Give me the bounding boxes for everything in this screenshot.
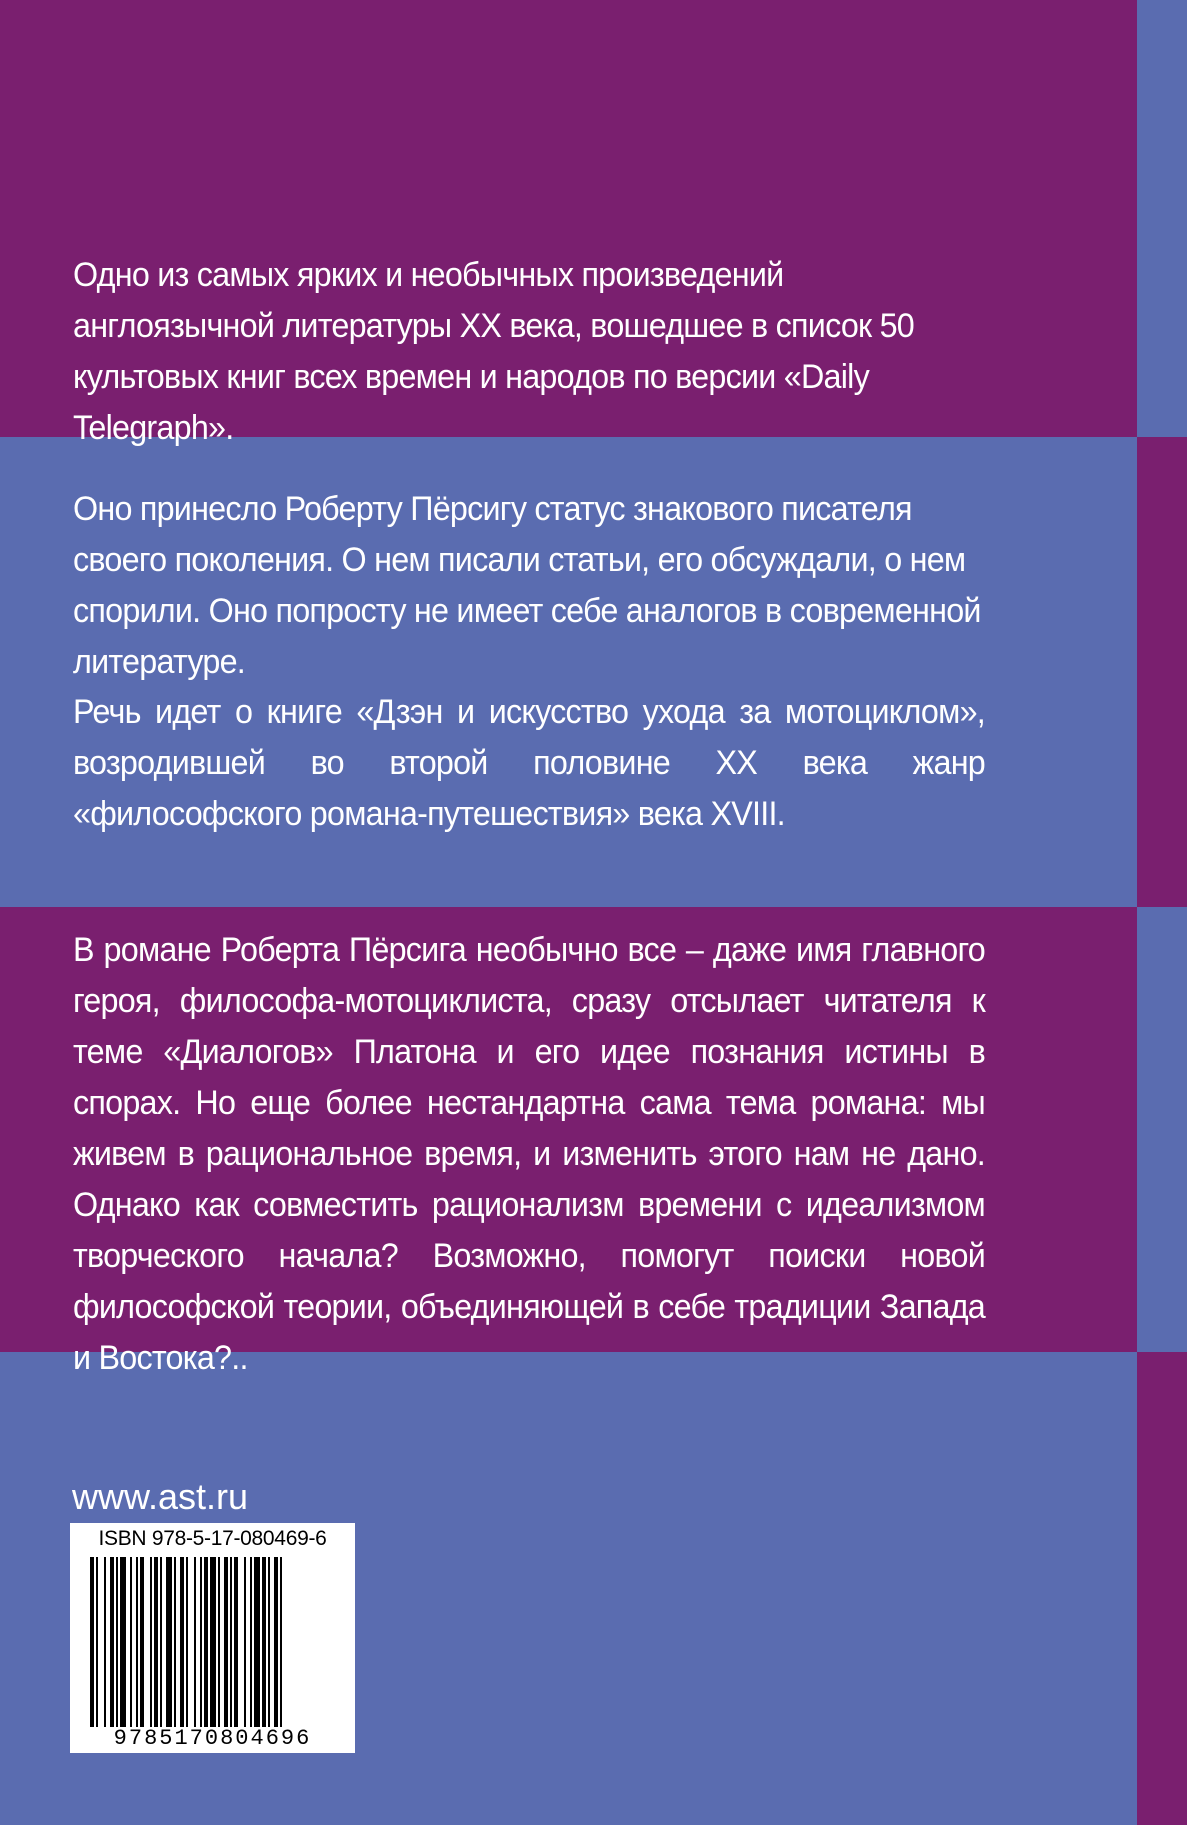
paragraph-novel: В романе Роберта Пёрсига необычно все – даже имя главного героя, философа-мотоциклиста, сразу отсылает читателя к теме «Диалогов» Платона и его идее познания истины в спорах. Но еще более нестандартна сама тема романа: мы живем в рациональное время, и изменить этого нам не дано. Однако как совместить рационализм времени с идеализмом творческого начала? Возможно, помогут поиски новой философской теории, объединяющей в себе традиции Запада и Востока?.. xyxy=(73,931,985,1377)
isbn-label: ISBN 978-5-17-080469-6 xyxy=(98,1527,327,1550)
paragraph-book: Речь идет о книге «Дзэн и искусство ухода за мотоциклом», возродившей во второй половине XX века жанр «философского романа-путешествия» века XVIII. xyxy=(73,693,985,833)
website-link[interactable]: www.ast.ru xyxy=(72,1476,249,1517)
barcode-digits: 9785170804696 xyxy=(113,1726,312,1751)
barcode-box xyxy=(70,1523,355,1753)
barcode-icon xyxy=(90,1557,335,1727)
paragraph-intro: Одно из самых ярких и необычных произведений англоязычной литературы XX века, вошедшее в список 50 культовых книг всех времен и народов по версии «Daily Telegraph». xyxy=(73,256,915,447)
paragraph-status: Оно принесло Роберту Пёрсигу статус знакового писателя своего поколения. О нем писали статьи, его обсуждали, о нем спорили. Оно попросту не имеет себе аналогов в современной литературе. xyxy=(73,490,981,681)
